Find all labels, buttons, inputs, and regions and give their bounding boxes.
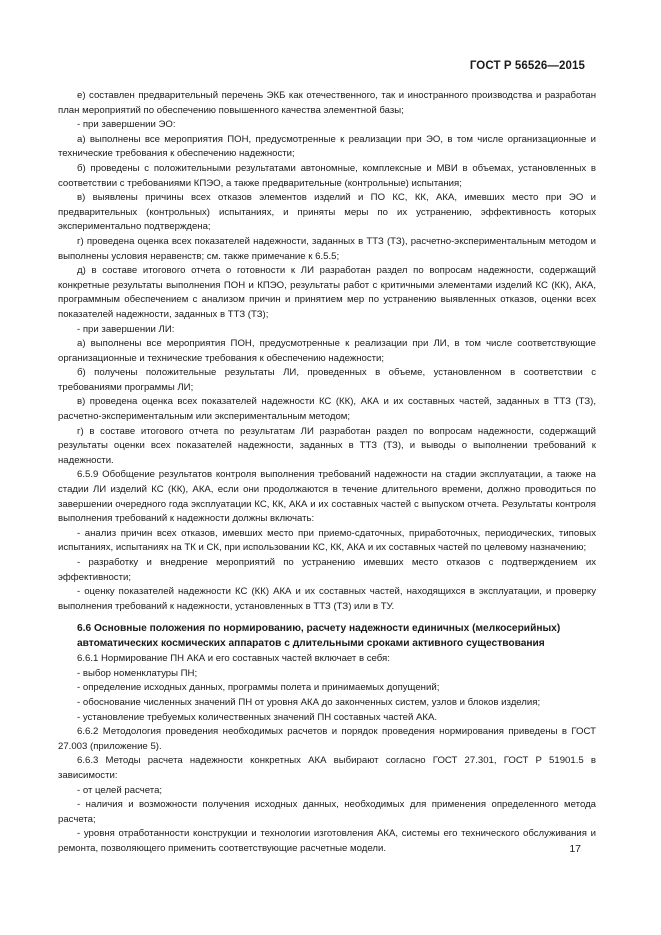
paragraph: 6.6.2 Методология проведения необходимых расчетов и порядок проведения нормирования приведены в ГОСТ 27.003 (приложение 5). — [58, 726, 596, 752]
paragraph: - обоснование численных значений ПН от уровня АКА до законченных систем, узлов и блоков изделия; — [77, 696, 541, 708]
paragraph: б) получены положительные результаты ЛИ, проведенных в объеме, установленном в соответствии с требованиями программы ЛИ; — [58, 367, 596, 393]
paragraph: в) выявлены причины всех отказов элементов изделий и ПО КС, КК, АКА, имевших место при ЭО и предварительных (контрольных) испытаниях, и приняты меры по их устранению, эффективность которых экспериментально подтверждена; — [58, 192, 596, 233]
paragraph: - анализ причин всех отказов, имевших место при приемо-сдаточных, приработочных, периодических, типовых испытаниях, испытаниях на ТК и СК, при использовании КС, КК, АКА и их составных частей по целевому назначению; — [58, 527, 596, 554]
paragraph: а) выполнены все мероприятия ПОН, предусмотренные к реализации при ЛИ, в том числе соответствующие организационные и технические требования к обеспечению надежности; — [58, 338, 596, 364]
paragraph: - разработку и внедрение мероприятий по устранению имевших место отказов с подтверждением их эффективности; — [58, 557, 596, 583]
paragraph: - от целей расчета; — [77, 784, 163, 796]
paragraph: 6.6.1 Нормирование ПН АКА и его составных частей включает в себя: — [77, 653, 390, 665]
paragraph: - при завершении ЭО: — [77, 119, 176, 131]
paragraph: - уровня отработанности конструкции и технологии изготовления АКА, системы его технического обслуживания и ремонта, позволяющего применить соответствующие расчетные модели. — [58, 828, 596, 854]
paragraph: - выбор номенклатуры ПН; — [77, 667, 198, 679]
paragraph: - определение исходных данных, программы полета и принимаемых допущений; — [77, 682, 440, 694]
paragraph: 6.6.3 Методы расчета надежности конкретных АКА выбирают согласно ГОСТ 27.301, ГОСТ Р 51901.5 в зависимости: — [58, 755, 596, 781]
paragraph: д) в составе итогового отчета о готовности к ЛИ разработан раздел по вопросам надежности, содержащий конкретные результаты выполнения ПОН и КПЭО, результаты работ с критичными элементами изделий КС (КК), АКА, программным обеспечением с анализом причин и принятием мер по устранению выявленных отказов, оценки всех показателей надежности, заданных в ТТЗ (ТЗ); — [58, 265, 596, 320]
paragraph: б) проведены с положительными результатами автономные, комплексные и МВИ в объемах, установленных в соответствии с требованиями КПЭО, а также предварительные (контрольные) испытания; — [58, 162, 596, 189]
standard-code: ГОСТ Р 56526—2015 — [469, 60, 585, 72]
page-number: 17 — [569, 843, 581, 855]
paragraph: - при завершении ЛИ: — [77, 323, 175, 335]
paragraph: - установление требуемых количественных значений ПН составных частей АКА. — [77, 711, 438, 723]
paragraph: а) выполнены все мероприятия ПОН, предусмотренные к реализации при ЭО, в том числе организационные и технические требования к обеспечению надежности; — [58, 133, 596, 160]
paragraph: - оценку показателей надежности КС (КК) АКА и их составных частей, находящихся в эксплуатации, и проверку выполнения требований к надежности, установленных в ТТЗ (ТЗ) или в ТУ. — [58, 586, 596, 612]
paragraph: - наличия и возможности получения исходных данных, необходимых для применения определенного метода расчета; — [58, 799, 596, 825]
section-heading: 6.6 Основные положения по нормированию, расчету надежности единичных (мелкосерийных) автоматических космических аппаратов с длительными сроками активного существования — [77, 623, 561, 649]
paragraph: в) проведена оценка всех показателей надежности КС (КК), АКА и их составных частей, заданных в ТТЗ (ТЗ), расчетно-экспериментальным или экспериментальным методом; — [58, 396, 596, 423]
paragraph: 6.5.9 Обобщение результатов контроля выполнения требований надежности на стадии эксплуатации, а также на стадии ЛИ изделий КС (КК), АКА, если они продолжаются в течение длительного времени, должно проводиться по завершении очередного года эксплуатации КС, КК, АКА и их составных частей с выпуском отчета. Результаты контроля выполнения требований к надежности должны включать: — [58, 469, 596, 525]
paragraph: г) проведена оценка всех показателей надежности, заданных в ТТЗ (ТЗ), расчетно-экспериментальным методом и выполнены условия неравенств; см. также примечание к 6.5.5; — [58, 235, 596, 262]
paragraph: г) в составе итогового отчета по результатам ЛИ разработан раздел по вопросам надежности, содержащий результаты оценки всех показателей надежности, заданных в ТТЗ (ТЗ), и выводы о выполнении требований к надежности. — [58, 425, 596, 466]
page-body — [58, 89, 596, 857]
paragraph: е) составлен предварительный перечень ЭКБ как отечественного, так и иностранного производства и разработан план мероприятий по обеспечению повышенного качества элементной базы; — [58, 90, 596, 116]
